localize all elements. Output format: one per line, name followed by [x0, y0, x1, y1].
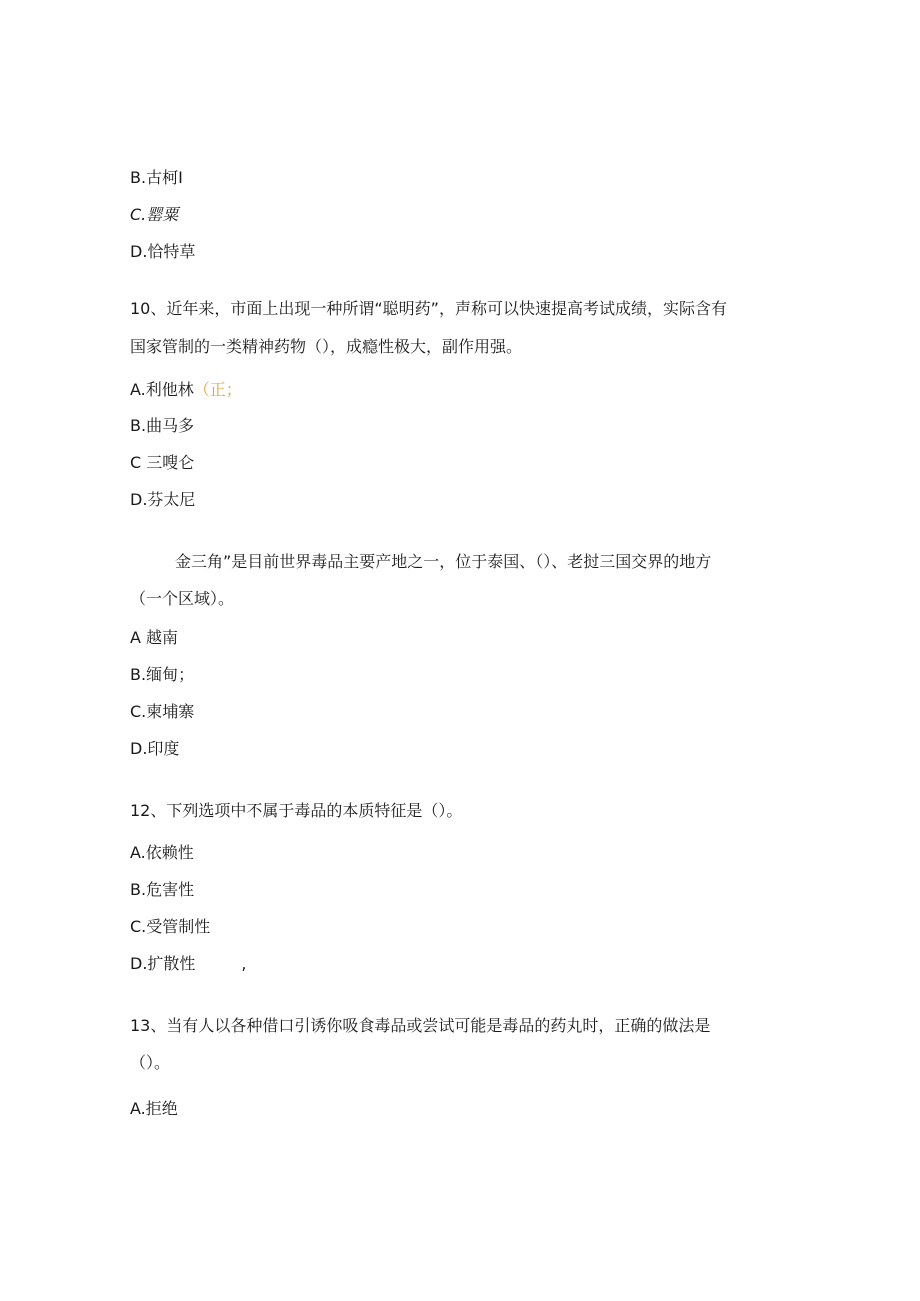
q11-option-a: A 越南: [130, 628, 179, 647]
q10-option-b: B.曲马多: [130, 416, 195, 435]
q9-option-b: B.古柯Ⅰ: [130, 168, 183, 187]
q12-stem: 12、下列选项中不属于毒品的本质特征是（）。: [130, 801, 463, 820]
q11-option-d: D.印度: [130, 739, 180, 758]
q10-option-a-note: （正；: [193, 380, 242, 399]
q13-stem-line2: （）。: [130, 1053, 171, 1072]
q10-option-a: [130, 380, 242, 400]
q11-stem-line2: （一个区域）。: [130, 589, 235, 608]
q11-stem-line1: 金三角”是目前世界毒品主要产地之一，位于泰国、（）、老挝三国交界的地方: [175, 552, 712, 571]
q10-stem-line2: 国家管制的一类精神药物（），成瘾性极大，副作用强。: [130, 337, 523, 356]
q13-option-a: A.拒绝: [130, 1099, 178, 1118]
q10-stem-line1: 10、近年来，市面上出现一种所谓“聪明药”，声称可以快速提高考试成绩，实际含有: [130, 299, 727, 318]
q9-option-d: D.恰特草: [130, 242, 196, 261]
q11-option-c: C.柬埔寨: [130, 702, 195, 721]
q12-option-d: [130, 954, 247, 974]
q12-option-d-label: D.扩散性: [130, 954, 196, 973]
q12-option-a: A.依赖性: [130, 843, 194, 862]
q10-option-c: C 三嗖仑: [130, 453, 195, 472]
q9-option-c: C.罂粟: [130, 205, 179, 224]
q10-option-d: D.芬太尼: [130, 490, 196, 509]
q13-stem-line1: 13、当有人以各种借口引诱你吸食毒品或尝试可能是毒品的药丸时，正确的做法是: [130, 1016, 711, 1035]
q11-option-b: B.缅甸；: [130, 665, 195, 684]
q12-option-c: C.受管制性: [130, 917, 211, 936]
q10-option-a-label: A.利他林: [130, 380, 194, 399]
q12-option-d-trail: ,: [241, 954, 247, 973]
q12-option-b: B.危害性: [130, 880, 195, 899]
